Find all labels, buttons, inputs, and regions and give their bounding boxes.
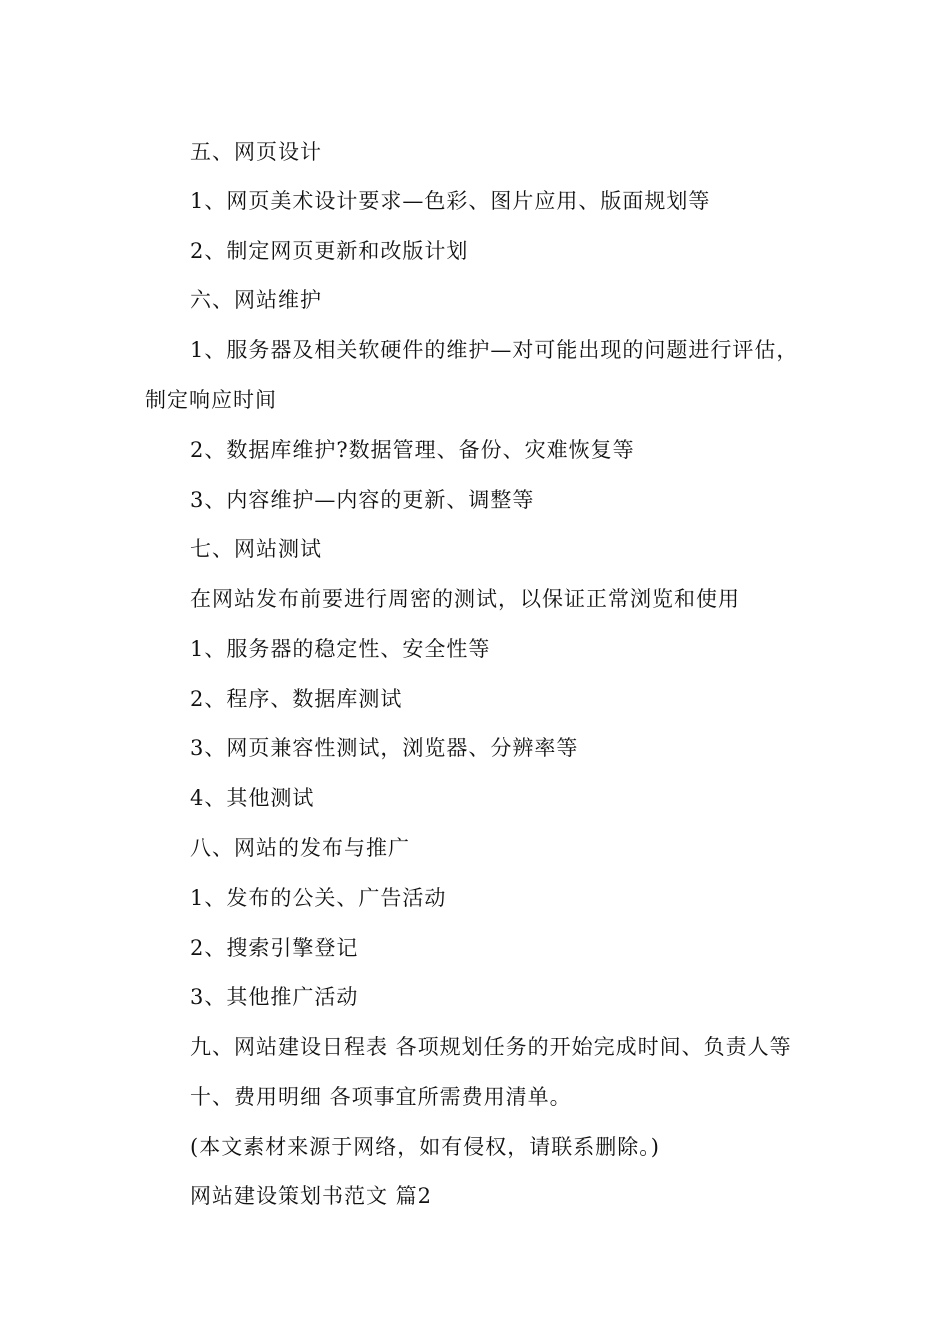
- list-item: 2、数据库维护?数据管理、备份、灾难恢复等: [190, 438, 635, 462]
- list-item: 1、服务器及相关软硬件的维护—对可能出现的问题进行评估，: [190, 338, 799, 362]
- list-item-continuation: 制定响应时间: [145, 388, 277, 412]
- list-item: 4、其他测试: [190, 786, 315, 810]
- list-item: 3、网页兼容性测试，浏览器、分辨率等: [190, 736, 579, 760]
- list-item: 1、发布的公关、广告活动: [190, 886, 447, 910]
- list-item: 3、内容维护—内容的更新、调整等: [190, 488, 535, 512]
- section-heading-schedule: 九、网站建设日程表 各项规划任务的开始完成时间、负责人等: [190, 1035, 792, 1059]
- list-item: 2、制定网页更新和改版计划: [190, 239, 469, 263]
- source-notice: (本文素材来源于网络，如有侵权，请联系删除。): [190, 1135, 660, 1159]
- section-heading-site-testing: 七、网站测试: [190, 537, 322, 561]
- section-heading-web-design: 五、网页设计: [190, 140, 322, 164]
- list-item: 1、网页美术设计要求—色彩、图片应用、版面规划等: [190, 189, 711, 213]
- section-heading-costs: 十、费用明细 各项事宜所需费用清单。: [190, 1085, 572, 1109]
- section-heading-site-maintenance: 六、网站维护: [190, 288, 322, 312]
- article-title: 网站建设策划书范文 篇2: [190, 1184, 433, 1208]
- list-item: 2、搜索引擎登记: [190, 936, 359, 960]
- list-item: 1、服务器的稳定性、安全性等: [190, 637, 491, 661]
- section-heading-release-promotion: 八、网站的发布与推广: [190, 836, 410, 860]
- paragraph: 在网站发布前要进行周密的测试，以保证正常浏览和使用: [190, 587, 740, 611]
- list-item: 2、程序、数据库测试: [190, 687, 403, 711]
- list-item: 3、其他推广活动: [190, 985, 359, 1009]
